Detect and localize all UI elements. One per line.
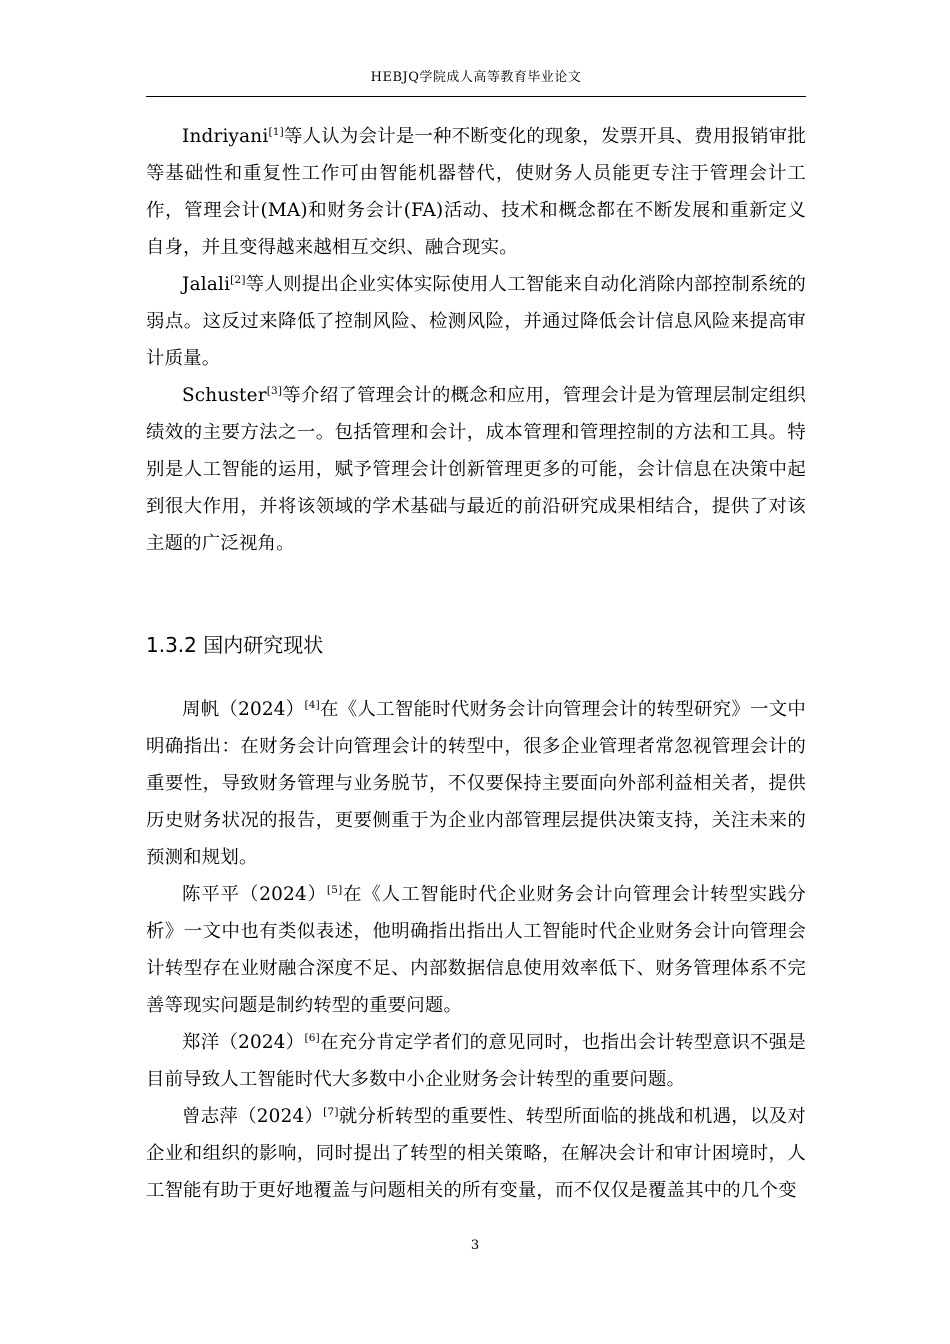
paragraph-jalali: [146, 266, 806, 377]
cited-author: Schuster: [182, 385, 267, 406]
paragraph-indriyani: [146, 118, 806, 266]
paragraph-zhoufan: [146, 691, 806, 876]
citation-ref: [6]: [304, 1032, 320, 1044]
paragraph-schuster: [146, 377, 806, 562]
section-heading: 1.3.2 国内研究现状: [146, 633, 324, 657]
paragraph-text: 在《人工智能时代企业财务会计向管理会计转型实践分析》一文中也有类似表述，他明确指出指出人工智能时代企业财务会计向管理会计转型存在业财融合深度不足、内部数据信息使用效率低下、财务管理体系不完善等现实问题是制约转型的重要问题。: [146, 884, 806, 1016]
paragraph-chenpingping: [146, 876, 806, 1024]
paragraph-text: 在《人工智能时代财务会计向管理会计的转型研究》一文中明确指出：在财务会计向管理会计的转型中，很多企业管理者常忽视管理会计的重要性，导致财务管理与业务脱节，不仅要保持主要面向外部利益相关者，提供历史财务状况的报告，更要侧重于为企业内部管理层提供决策支持，关注未来的预测和规划。: [146, 699, 806, 868]
cited-author: Jalali: [182, 274, 231, 295]
cited-author: 郑洋（2024）: [182, 1032, 305, 1053]
citation-ref: [1]: [268, 126, 284, 138]
header-rule: [146, 96, 806, 97]
citation-ref: [5]: [326, 884, 343, 896]
paragraph-text: 就分析转型的重要性、转型所面临的挑战和机遇，以及对企业和组织的影响，同时提出了转型的相关策略，在解决会计和审计困境时，人工智能有助于更好地覆盖与问题相关的所有变量，而不仅仅是覆盖其中的几个变: [146, 1106, 806, 1201]
citation-ref: [7]: [323, 1106, 339, 1118]
paragraph-zengzhiping: [146, 1098, 806, 1209]
paragraph-text: 等人认为会计是一种不断变化的现象，发票开具、费用报销审批等基础性和重复性工作可由智能机器替代，使财务人员能更专注于管理会计工作，管理会计(MA)和财务会计(FA)活动、技术和概念都在不断发展和重新定义自身，并且变得越来越相互交织、融合现实。: [146, 126, 806, 258]
page-number: 3: [470, 1238, 480, 1253]
cited-author: 陈平平（2024）: [182, 884, 327, 905]
paragraph-text: 等人则提出企业实体实际使用人工智能来自动化消除内部控制系统的弱点。这反过来降低了控制风险、检测风险，并通过降低会计信息风险来提高审计质量。: [146, 274, 806, 369]
citation-ref: [3]: [266, 385, 283, 397]
citation-ref: [2]: [230, 274, 246, 286]
page-header: HEBJQ学院成人高等教育毕业论文: [370, 70, 582, 85]
citation-ref: [4]: [304, 699, 320, 711]
cited-author: 曾志萍（2024）: [182, 1106, 324, 1127]
paragraph-text: 在充分肯定学者们的意见同时，也指出会计转型意识不强是目前导致人工智能时代大多数中小企业财务会计转型的重要问题。: [146, 1032, 806, 1090]
paragraph-zhengyang: [146, 1024, 806, 1098]
cited-author: 周帆（2024）: [182, 699, 305, 720]
paragraph-text: 等介绍了管理会计的概念和应用，管理会计是为管理层制定组织绩效的主要方法之一。包括管理和会计，成本管理和管理控制的方法和工具。特别是人工智能的运用，赋予管理会计创新管理更多的可能，会计信息在决策中起到很大作用，并将该领域的学术基础与最近的前沿研究成果相结合，提供了对该主题的广泛视角。: [146, 385, 806, 554]
cited-author: Indriyani: [182, 126, 269, 147]
